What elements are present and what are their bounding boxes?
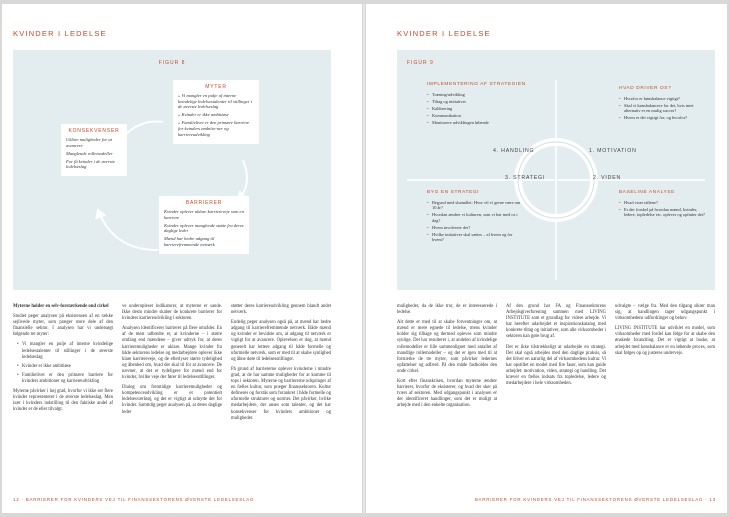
card-myter-title: MYTER [205, 84, 227, 90]
right-section-title: KVINDER I LEDELSE [397, 29, 491, 38]
card-myter-item: » Familielivet er den primære barriere for kvinders ambitio-ner og karriereudvikling [178, 120, 250, 137]
list-item: • Kommunikation [427, 113, 542, 118]
paragraph: Dialog om fremtidige karrieremuligheder og kompetenceudvikling er et potentielt ledelsesværktøj, og det er vigtigt at udnytte det for kvinder. Samtidig peger analysen på, at deres daglige leder [122, 385, 222, 415]
list-item: • Træning/udvikling [427, 92, 542, 97]
list-item: • Hvem involverer det? [427, 225, 522, 230]
list-item: • Kvinder er ikke ambitiøse [17, 364, 113, 370]
list-item: • Er der forskel på hvordan mænd, kvinder, ledere, topledelse etc. oplever og opfatter det? [619, 207, 707, 218]
list-item: • Hvorfor er kønsbalance vigtigt? [619, 96, 707, 101]
left-column-3 [231, 304, 331, 426]
quadrant-strategy-list [427, 200, 522, 244]
quadrant-implementation-list [427, 92, 542, 127]
card-myter-item: » Kvinder er ikke ambitiøse [178, 112, 229, 118]
paragraph-lead: Myterne holder en selv-forstærkende ond cirkel [13, 304, 109, 309]
list-item: • Skal vi kønsbalancere for det, hvis intet alternativ er en mulig succes? [619, 103, 707, 114]
left-page [2, 4, 362, 513]
paragraph: støtter deres karriereudvikling gennem blandt andet netværk. [231, 304, 331, 316]
wheel-label-handling: 4. HANDLING [493, 148, 535, 154]
figure-8 [13, 50, 331, 290]
myths-list [17, 342, 113, 385]
paragraph: Studiet peger analysen på eksistensen af en række sejlivede myter, som præger store dele af den finansielle sektor. I analysen har vi undersøgt følgende tre myter: [13, 314, 113, 338]
quadrant-baseline-title: BASELINE ANALYSE [619, 190, 675, 195]
card-myter [173, 80, 259, 144]
list-item: • Vi mangler en pulje af interne kvindelige ledelsestalenter til stillinger i de øverste ledelseslag [17, 342, 113, 360]
list-item: • Begynd med slutmålet: Hvor vil vi gerne være om 10 år? [427, 200, 522, 211]
paragraph: udvalgte – vælge fra. Med den tilgang sikrer man sig, at handlingen tager udgangspunkt i virksomhedens udfordringer og behov. [615, 304, 715, 322]
arrow-myter-to-barrierer [238, 160, 247, 200]
paragraph: På grund af barriererne oplever kvinderne i mindre grad, at de har samme muligheder for at komme til tops i sektoren. Myterne og barriererne udspringer af en fælles kultur, som præger finanssektoren. Kultur defineres og forstås som forankret i både formelle og uformelle strukturer og normer. Det påvirker, hvilke medarbejdere, der anses som talenter, og det har konsekvenser for kvinders ambitioner og muligheder. [231, 366, 331, 421]
left-body-text [13, 304, 331, 426]
list-item: • Familielivet er den primære barriere for kvinders ambitioner og karriereudvikling [17, 373, 113, 385]
card-barrierer-item: Kvinder oplever manglende støtte fra deres daglige leder [164, 222, 244, 234]
left-column-2 [122, 304, 222, 426]
card-barrierer-title: BARRIERER [185, 200, 223, 206]
card-barrierer [159, 196, 249, 254]
paragraph: muligheder, da de ikke tror, de er interesserede i ledelse. [397, 304, 497, 316]
wheel-label-viden: 2. VIDEN [593, 175, 622, 181]
card-myter-item: » Vi mangler en pulje af interne kvindelige ledelsestalenter til stillinger i de øverste ledelseslag [178, 93, 252, 110]
right-column-2 [506, 304, 606, 414]
card-konsekvenser-item: Manglende rollemodeller [66, 150, 113, 156]
quadrant-drives-list [619, 96, 707, 122]
figure-8-label: FIGUR 8 [158, 60, 186, 66]
list-item: • Hvad viser tallene? [619, 200, 707, 205]
quadrant-drives-title: HVAD DRIVER OS? [619, 86, 672, 91]
right-column-3 [615, 304, 715, 414]
quadrant-implementation-title: IMPLEMENTERING AF STRATEGIEN [427, 82, 526, 87]
list-item: • Tiltag og initiativer [427, 99, 542, 104]
right-footer: BARRIERER FOR KVINDERS VEJ TIL FINANSSEKTORENS ØVERSTE LEDELSESLAG · 13 [474, 497, 716, 502]
paragraph: Det er ikke tilstrækkeligt at udarbejde en strategi. Der skal også arbejdes med den daglige praksis, så det bliver en naturlig del af virksomhedens kultur. Vi har opstillet en model med fire faser, som kan guide arbejdet: motivation, viden, strategi og handling. Det kræver en fælles indsats fra topledelse, ledere og medarbejdere i hele virksomheden. [506, 344, 606, 387]
paragraph: LIVING INSTITUTE har udviklet en model, som virksomheder med fordel kan følge for at skabe den ønskede forandring. Det er vigtigt at huske, at arbejdet med kønsbalance er en løbende proces, som skal følges op og justeres undervejs. [615, 326, 715, 356]
right-page [366, 4, 727, 513]
wheel-label-motivation: 1. MOTIVATION [589, 148, 637, 154]
quadrant-baseline-list [619, 200, 707, 219]
figure-9-label: FIGUR 9 [407, 60, 434, 66]
card-barrierer-item: Mænd har bedre adgang til karrierefremmende netværk [164, 236, 215, 247]
card-konsekvenser [61, 124, 127, 176]
paragraph: ve underopleser indikatorer, at myterne er sande. Ikke desto mindre skaber de konkrete barrierer for kvinders karriereudvikling i sektoren. [122, 304, 222, 322]
card-barrierer-item: Kvinder oplever uklare karriereveje som en barriere [164, 209, 244, 220]
arrow-barrierer-to-konsekvenser [98, 210, 158, 250]
list-item: • Hvordan ændrer vi kulturen, som vi har med os i dag? [427, 212, 522, 223]
paragraph: Myterne påvirker i høj grad, hvorfor vi ikke ser flere kvinder repræsenteret i de øverste ledelseslag. Men især i kvinders indstilling til den faktiske andel af kvinder er de eller tilvalgt. [13, 389, 113, 413]
right-body-text [397, 304, 715, 414]
paragraph: Af den grund har FA og Finanssektorens Arbejdsgiverforening sammen med LIVING INSTITUTE som et grundlag for videre arbejde. Vi har herefter udarbejdet et inspirationskatalog med konkrete tiltag og initiativer, som alle virksomheder i sektoren kan gøre brug af. [506, 304, 606, 340]
list-item: • Hvem er det vigtigt for, og hvorfor? [619, 115, 707, 120]
paragraph: Analysen identificerer barrierer på flere områder. En af de mest udbredte er, at kvinderne – i større omfang end mændene – giver udtryk for, at deres karrieremuligheder er uklare. Mange kvinder fra både sektorens ledelse og medarbejdere oplever ikke klare karriereveje, og de efterlyser større tydelighed og åbenhed om, hvad der skal til for at avancere. De nævner, at det er tydeligere for mænd end for kvinder, hvilke veje der fører til ledelsesstillinger. [122, 326, 222, 381]
left-section-title: KVINDER I LEDELSE [13, 29, 107, 38]
paragraph: Endelig peger analysen også på, at mænd har bedre adgang til karrierefremmende netværk. Både mænd og kvinder er bevidste om, at adgang til netværk er vigtigt for at avancere. Oplevelsen er dog, at mænd generelt har lettere adgang til både formelle og uformelle netværk, som er med til at skabe synlighed og åbne døre til ledelsesstillinger. [231, 320, 331, 362]
card-konsekvenser-title: KONSEKVENSER [68, 128, 120, 134]
list-item: • Kalibrering [427, 106, 542, 111]
figure-9 [397, 50, 715, 290]
paragraph: Alt dette er med til at skabe forventninger om, at mænd er mere egnede til ledelse, mens kvinder holder sig tilbage og dermed opleves som mindre synlige. Det har resulteret i, at andelen af kvindelige rollemodeller er lille sammenlignet med antallet af mandlige rollemodeller – og det er igen med til at forstærke de tre myter, som påvirker ledernes opfattelser og adfærd. På den måde fastholdes den onde cirkel. [397, 320, 497, 374]
list-item: • Monitorere udviklingen løbende [427, 120, 542, 125]
right-column-1 [397, 304, 497, 414]
quadrant-strategy-title: BYG EN STRATEGI [427, 190, 480, 195]
paragraph: Kort efter finanskrisen, hvordan myterne ændrer barrierer, hvorfor de eksisterer, og hvad der sker på tværs af sektoren. Med udgangspunkt i analysen er der identificeret handlinger, som det er muligt at arbejde med i den enkelte organisation. [397, 379, 497, 409]
left-column-1 [13, 304, 113, 426]
wheel-label-strategi: 3. STRATEGI [505, 175, 546, 181]
left-footer: 12 · BARRIERER FOR KVINDERS VEJ TIL FINANSSEKTORENS ØVERSTE LEDELSESLAG [13, 497, 255, 502]
card-konsekvenser-item: For få kvinder i de øverste ledelseslag [66, 158, 115, 170]
card-konsekvenser-item: Uklare muligheder for at avancere [66, 137, 112, 148]
list-item: • Hvilke initiativer skal sættes – af hvem og for hvem? [427, 232, 522, 243]
